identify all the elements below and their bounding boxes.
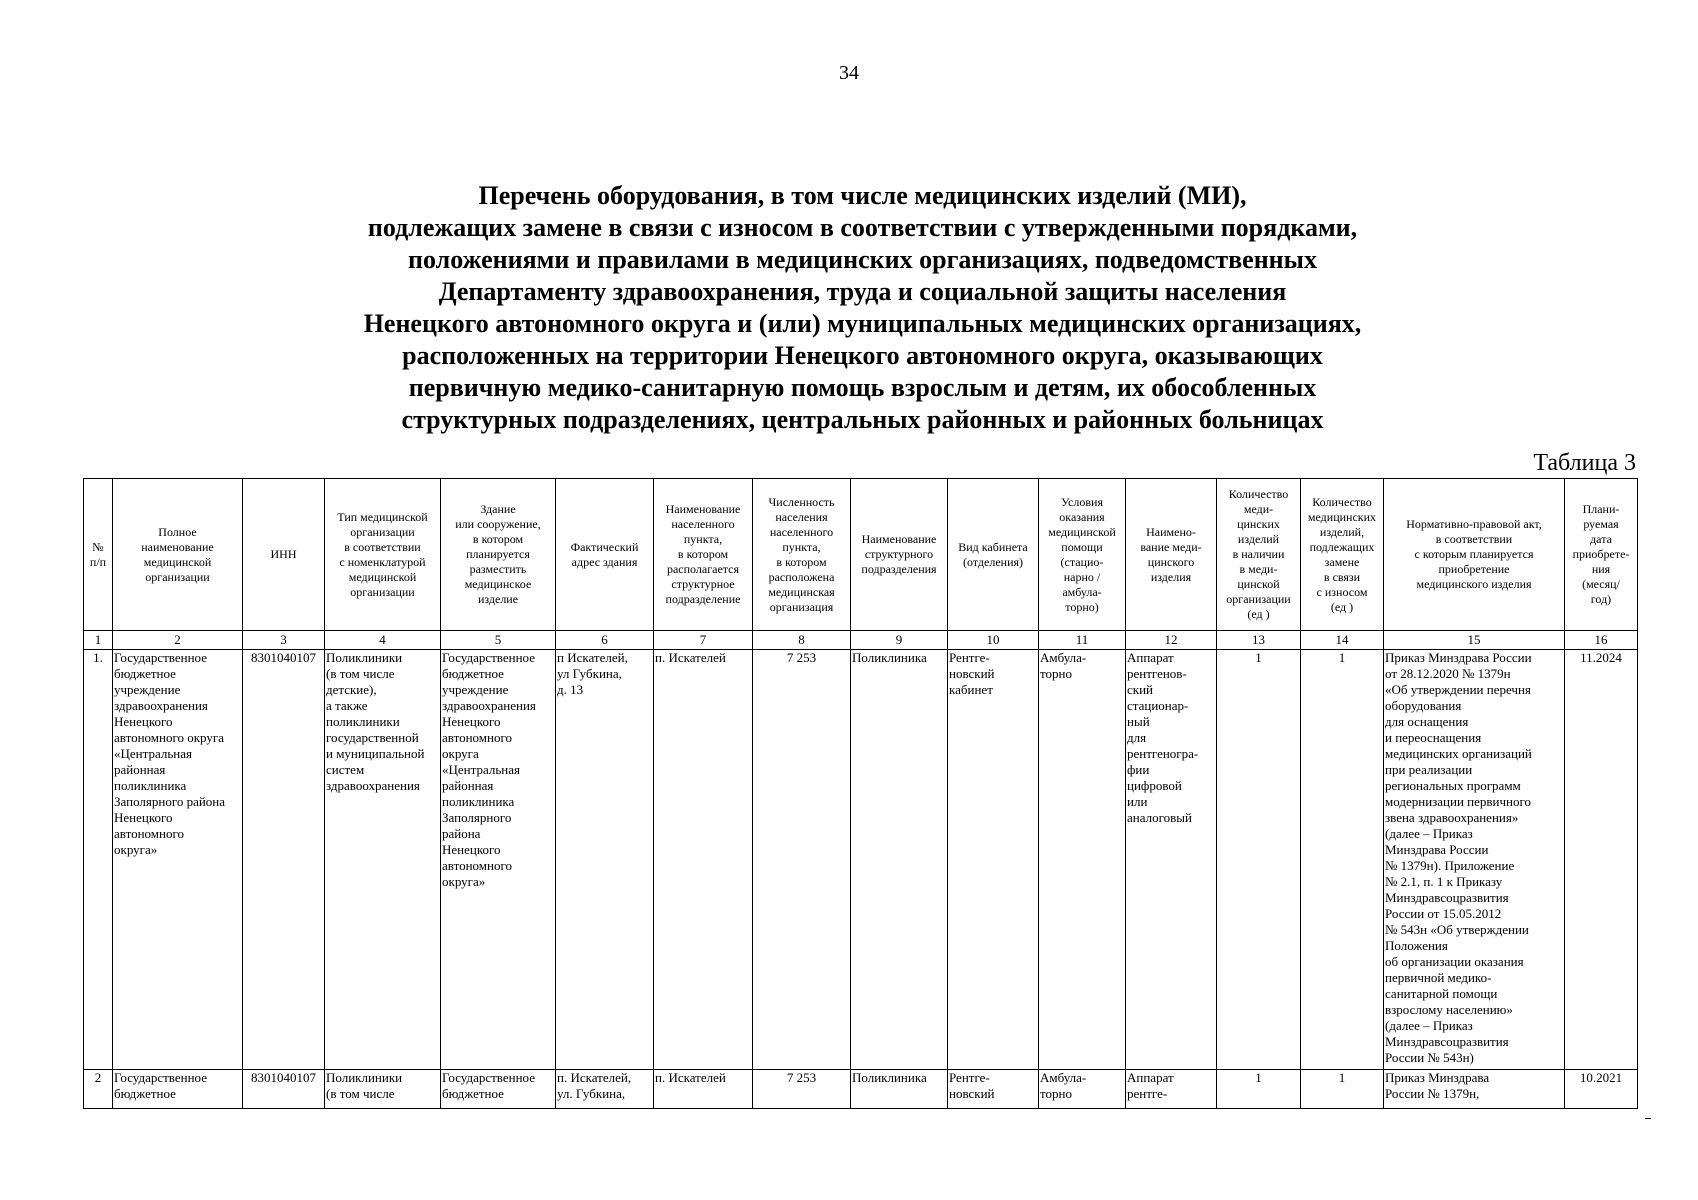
header-cell: Количество меди- цинских изделий в наличии в меди- цинской организации (ед ) [1217,479,1301,631]
column-number: 14 [1301,631,1384,650]
column-number: 9 [851,631,948,650]
header-cell: Тип медицинской организации в соответствии с номенклатурой медицинской организации [325,479,441,631]
table-row [84,650,1638,1070]
inn-cell: 8301040107 [243,650,325,1070]
scan-mark [1645,1118,1651,1119]
org-type-cell: Поликлиники (в том числе детские), а также поликлиники государственной и муниципальной систем здравоохранения [325,650,441,1070]
population-cell: 7 253 [753,1070,851,1109]
column-number: 13 [1217,631,1301,650]
date-cell: 11.2024 [1565,650,1638,1070]
title-line: подлежащих замене в связи с износом в соответствии с утвержденными порядками, [367,213,1358,242]
column-number: 7 [654,631,753,650]
header-cell: Плани- руемая дата приобрете- ния (месяц/ год) [1565,479,1638,631]
header-cell: № п/п [84,479,113,631]
header-cell: Вид кабинета (отделения) [948,479,1039,631]
header-cell: Наименование населенного пункта, в котором располагается структурное подразделение [654,479,753,631]
device-cell: Аппарат рентгенов- ский стационар- ный для рентгеногра- фии цифровой или аналоговый [1126,650,1217,1070]
header-cell: Условия оказания медицинской помощи (стацио- нарно / амбула- торно) [1039,479,1126,631]
header-cell: Численность населения населенного пункта, в котором расположена медицинская организация [753,479,851,631]
qty-available-cell: 1 [1217,650,1301,1070]
header-cell: Здание или сооружение, в котором планируется разместить медицинское изделие [441,479,556,631]
building-cell: Государственное бюджетное [441,1070,556,1109]
title-line: Ненецкого автономного округа и (или) муниципальных медицинских организациях, [363,309,1362,338]
conditions-cell: Амбула- торно [1039,650,1126,1070]
header-cell: Наименование структурного подразделения [851,479,948,631]
qty-replace-cell: 1 [1301,1070,1384,1109]
table-caption: Таблица 3 [1533,450,1636,476]
column-number: 5 [441,631,556,650]
date-cell: 10.2021 [1565,1070,1638,1109]
title-line: первичную медико-санитарную помощь взрослым и детям, их обособленных [408,373,1317,402]
header-cell: ИНН [243,479,325,631]
qty-replace-cell: 1 [1301,650,1384,1070]
column-number-row [84,631,1638,650]
column-number: 15 [1384,631,1565,650]
table-row [84,1070,1638,1109]
settlement-cell: п. Искателей [654,1070,753,1109]
title-line: Департаменту здравоохранения, труда и социальной защиты населения [438,277,1287,306]
settlement-cell: п. Искателей [654,650,753,1070]
title-line: структурных подразделениях, центральных районных и районных больницах [401,405,1324,434]
address-cell: п. Искателей, ул. Губкина, [556,1070,654,1109]
address-cell: п Искателей, ул Губкина, д. 13 [556,650,654,1070]
header-cell: Фактический адрес здания [556,479,654,631]
org-name-cell: Государственное бюджетное [113,1070,243,1109]
row-number: 2 [84,1070,113,1109]
conditions-cell: Амбула- торно [1039,1070,1126,1109]
equipment-table [83,478,1638,1109]
legal-act-cell: Приказ Минздрава России от 28.12.2020 № 1379н «Об утверждении перечня оборудования для оснащения и переоснащения медицинских организаций при реализации региональных программ модернизации первичного звена здравоохранения» (далее – Приказ Минздрава России № 1379н). Приложение № 2.1, п. 1 к Приказу Минздравсоцразвития России от 15.05.2012 № 543н «Об утверждении Положения об организации оказания первичной медико- санитарной помощи взрослому населению» (далее – Приказ Минздравсоцразвития России № 543н) [1384,650,1565,1070]
qty-available-cell: 1 [1217,1070,1301,1109]
title-line: Перечень оборудования, в том числе медицинских изделий (МИ), [478,181,1247,210]
title-line: положениями и правилами в медицинских организациях, подведомственных [408,245,1317,274]
subdivision-cell: Поликлиника [851,650,948,1070]
cabinet-cell: Рентге- новский [948,1070,1039,1109]
row-number: 1. [84,650,113,1070]
column-number: 11 [1039,631,1126,650]
column-number: 3 [243,631,325,650]
org-name-cell: Государственное бюджетное учреждение здравоохранения Ненецкого автономного округа «Центральная районная поликлиника Заполярного района Ненецкого автономного округа» [113,650,243,1070]
column-number: 2 [113,631,243,650]
column-number: 10 [948,631,1039,650]
header-row [84,479,1638,631]
org-type-cell: Поликлиники (в том числе [325,1070,441,1109]
header-cell: Наимено- вание меди- цинского изделия [1126,479,1217,631]
building-cell: Государственное бюджетное учреждение здравоохранения Ненецкого автономного округа «Центральная районная поликлиника Заполярного района Ненецкого автономного округа» [441,650,556,1070]
column-number: 1 [84,631,113,650]
header-cell: Полное наименование медицинской организации [113,479,243,631]
device-cell: Аппарат рентге- [1126,1070,1217,1109]
cabinet-cell: Рентге- новский кабинет [948,650,1039,1070]
inn-cell: 8301040107 [243,1070,325,1109]
column-number: 4 [325,631,441,650]
column-number: 8 [753,631,851,650]
column-number: 12 [1126,631,1217,650]
title-line: расположенных на территории Ненецкого автономного округа, оказывающих [402,341,1323,370]
column-number: 6 [556,631,654,650]
page-number: 34 [839,62,859,84]
header-cell: Количество медицинских изделий, подлежащих замене в связи с износом (ед ) [1301,479,1384,631]
document-title [300,180,1425,436]
population-cell: 7 253 [753,650,851,1070]
header-cell: Нормативно-правовой акт, в соответствии с которым планируется приобретение медицинского изделия [1384,479,1565,631]
subdivision-cell: Поликлиника [851,1070,948,1109]
column-number: 16 [1565,631,1638,650]
legal-act-cell: Приказ Минздрава России № 1379н, [1384,1070,1565,1109]
